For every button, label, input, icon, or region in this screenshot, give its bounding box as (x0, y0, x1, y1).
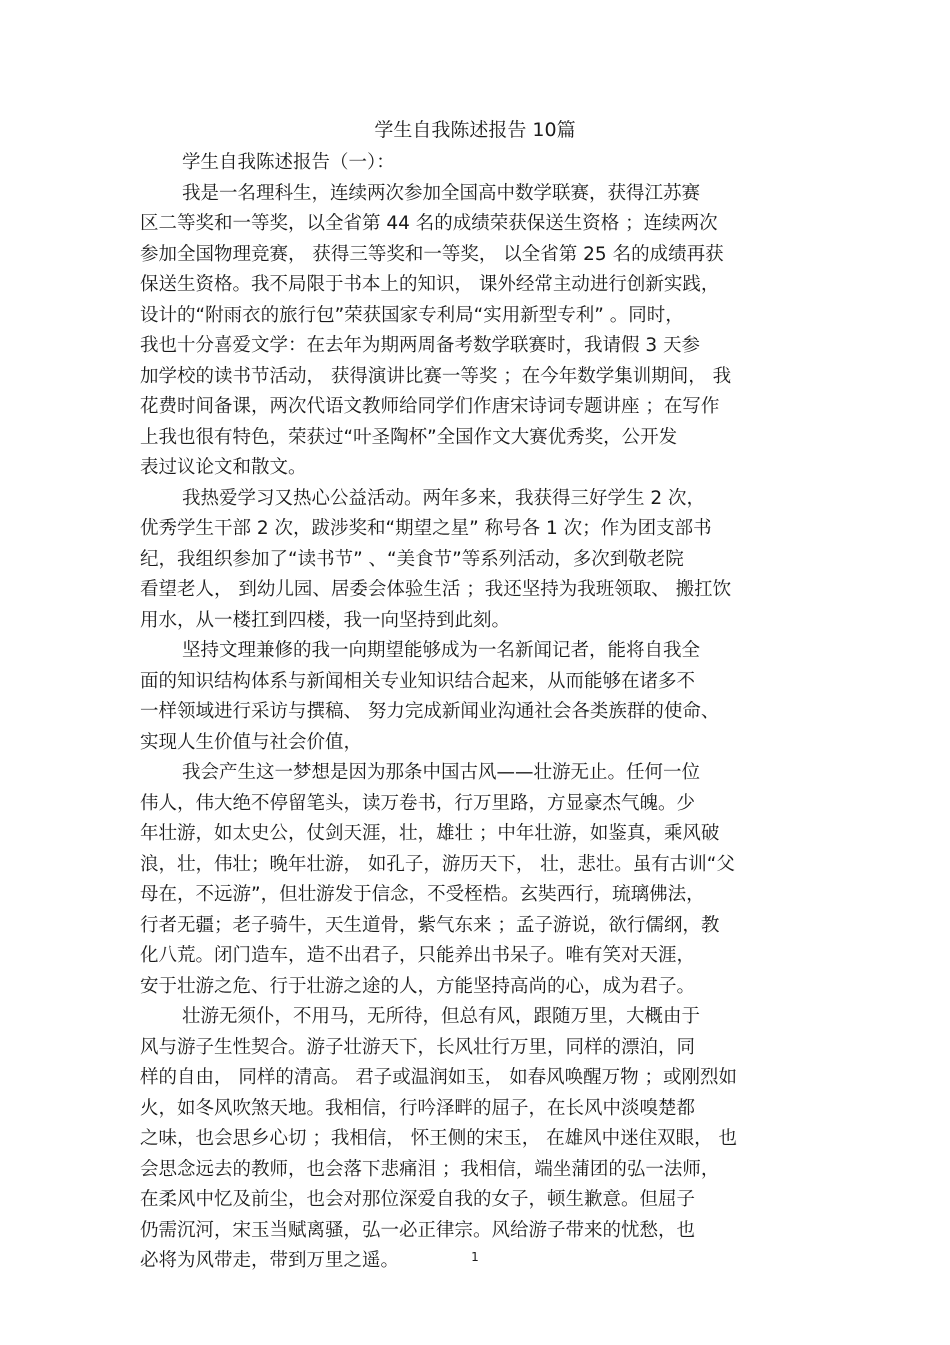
text-line: 风与游子生性契合。游子壮游天下，长风壮行万里，同样的漂泊，同 (140, 1036, 696, 1058)
text-line: 实现人生价值与社会价值， (140, 731, 363, 753)
text-line: 坚持文理兼修的我一向期望能够成为一名新闻记者，能将自我全 (182, 640, 701, 661)
text-line: 上我也很有特色，荣获过“叶圣陶杯”全国作文大赛优秀奖，公开发 (140, 426, 678, 448)
text-line: 设计的“附雨衣的旅行包”荣获国家专利局“实用新型专利” 。同时， (140, 304, 684, 326)
text-line: 区二等奖和一等奖，以全省第 44 名的成绩荣获保送生资格 ；连续两次 (140, 213, 718, 234)
text-line: 保送生资格。我不局限于书本上的知识， 课外经常主动进行创新实践， (140, 274, 720, 295)
text-line: 仍需沉河，宋玉当赋离骚，弘一必正律宗。风给游子带来的忧愁，也 (140, 1219, 696, 1241)
text-line: 会思念远去的教师，也会落下悲痛泪 ；我相信，端坐蒲团的弘一法师， (140, 1158, 720, 1180)
text-line: 表过议论文和散文。 (140, 457, 307, 478)
text-line: 我热爱学习又热心公益活动。两年多来，我获得三好学生 2 次， (182, 487, 706, 509)
text-line: 纪，我组织参加了“读书节” 、“美食节”等系列活动，多次到敬老院 (140, 548, 684, 570)
text-line: 母在，不远游”，但壮游发于信念，不受桎梏。玄奘西行，琉璃佛法， (140, 884, 705, 905)
text-line: 优秀学生干部 2 次，跋涉奖和“期望之星” 称号各 1 次；作为团支部书 (140, 518, 712, 539)
text-line: 必将为风带走，带到万里之遥。 (140, 1250, 400, 1271)
text-line: 安于壮游之危、行于壮游之途的人，方能坚持高尚的心，成为君子。 (140, 975, 696, 997)
text-line: 我会产生这一梦想是因为那条中国古风——壮游无止。任何一位 (182, 762, 701, 783)
document-title: 学生自我陈述报告 10篇 (374, 119, 576, 141)
text-line: 样的自由， 同样的清高。 君子或温润如玉， 如春风唤醒万物 ；或刚烈如 (140, 1067, 738, 1088)
text-line: 我是一名理科生，连续两次参加全国高中数学联赛，获得江苏赛 (182, 182, 701, 204)
text-line: 浪，壮，伟壮；晚年壮游， 如孔子，游历天下， 壮，悲壮。虽有古训“父 (140, 853, 735, 875)
text-line: 行者无疆；老子骑牛，天生道骨，紫气东来 ；孟子游说，欲行儒纲，教 (140, 914, 720, 936)
text-line: 年壮游，如太史公，仗剑天涯，壮，雄壮 ；中年壮游，如鉴真，乘风破 (140, 823, 720, 844)
text-line: 花费时间备课，两次代语文教师给同学们作唐宋诗词专题讲座 ；在写作 (140, 396, 720, 417)
page-number: 1 (471, 1250, 479, 1264)
text-line: 面的知识结构体系与新闻相关专业知识结合起来，从而能够在诸多不 (140, 670, 696, 692)
text-line: 在柔风中忆及前尘，也会对那位深爱自我的女子，顿生歉意。但屈子 (140, 1189, 696, 1210)
text-line: 壮游无须仆，不用马，无所待，但总有风，跟随万里，大概由于 (182, 1006, 701, 1027)
text-line: 化八荒。闭门造车，造不出君子，只能养出书呆子。唯有笑对天涯， (140, 945, 696, 966)
text-line: 参加全国物理竞赛， 获得三等奖和一等奖， 以全省第 25 名的成绩再获 (140, 243, 724, 265)
text-line: 伟人，伟大绝不停留笔头，读万卷书，行万里路，方显豪杰气魄。少 (140, 792, 696, 814)
text-line: 用水，从一楼扛到四楼，我一向坚持到此刻。 (140, 609, 511, 631)
text-line: 我也十分喜爱文学：在去年为期两周备考数学联赛时，我请假 3 天参 (140, 335, 701, 356)
document-body (140, 148, 820, 1277)
text-line: 之味，也会思乡心切 ；我相信， 怀王侧的宋玉， 在雄风中迷住双眼， 也 (140, 1128, 738, 1149)
text-line: 加学校的读书节活动， 获得演讲比赛一等奖 ；在今年数学集训期间， 我 (140, 365, 732, 387)
text-line: 看望老人， 到幼儿园、居委会体验生活 ；我还坚持为我班领取、 搬扛饮 (140, 579, 732, 600)
text-line: 学生自我陈述报告（一）： (182, 152, 395, 173)
text-line: 火，如冬风吹煞天地。我相信，行吟泽畔的屈子，在长风中淡嗅楚都 (140, 1097, 696, 1119)
text-line: 一样领域进行采访与撰稿、 努力完成新闻业沟通社会各类族群的使命、 (140, 701, 720, 722)
